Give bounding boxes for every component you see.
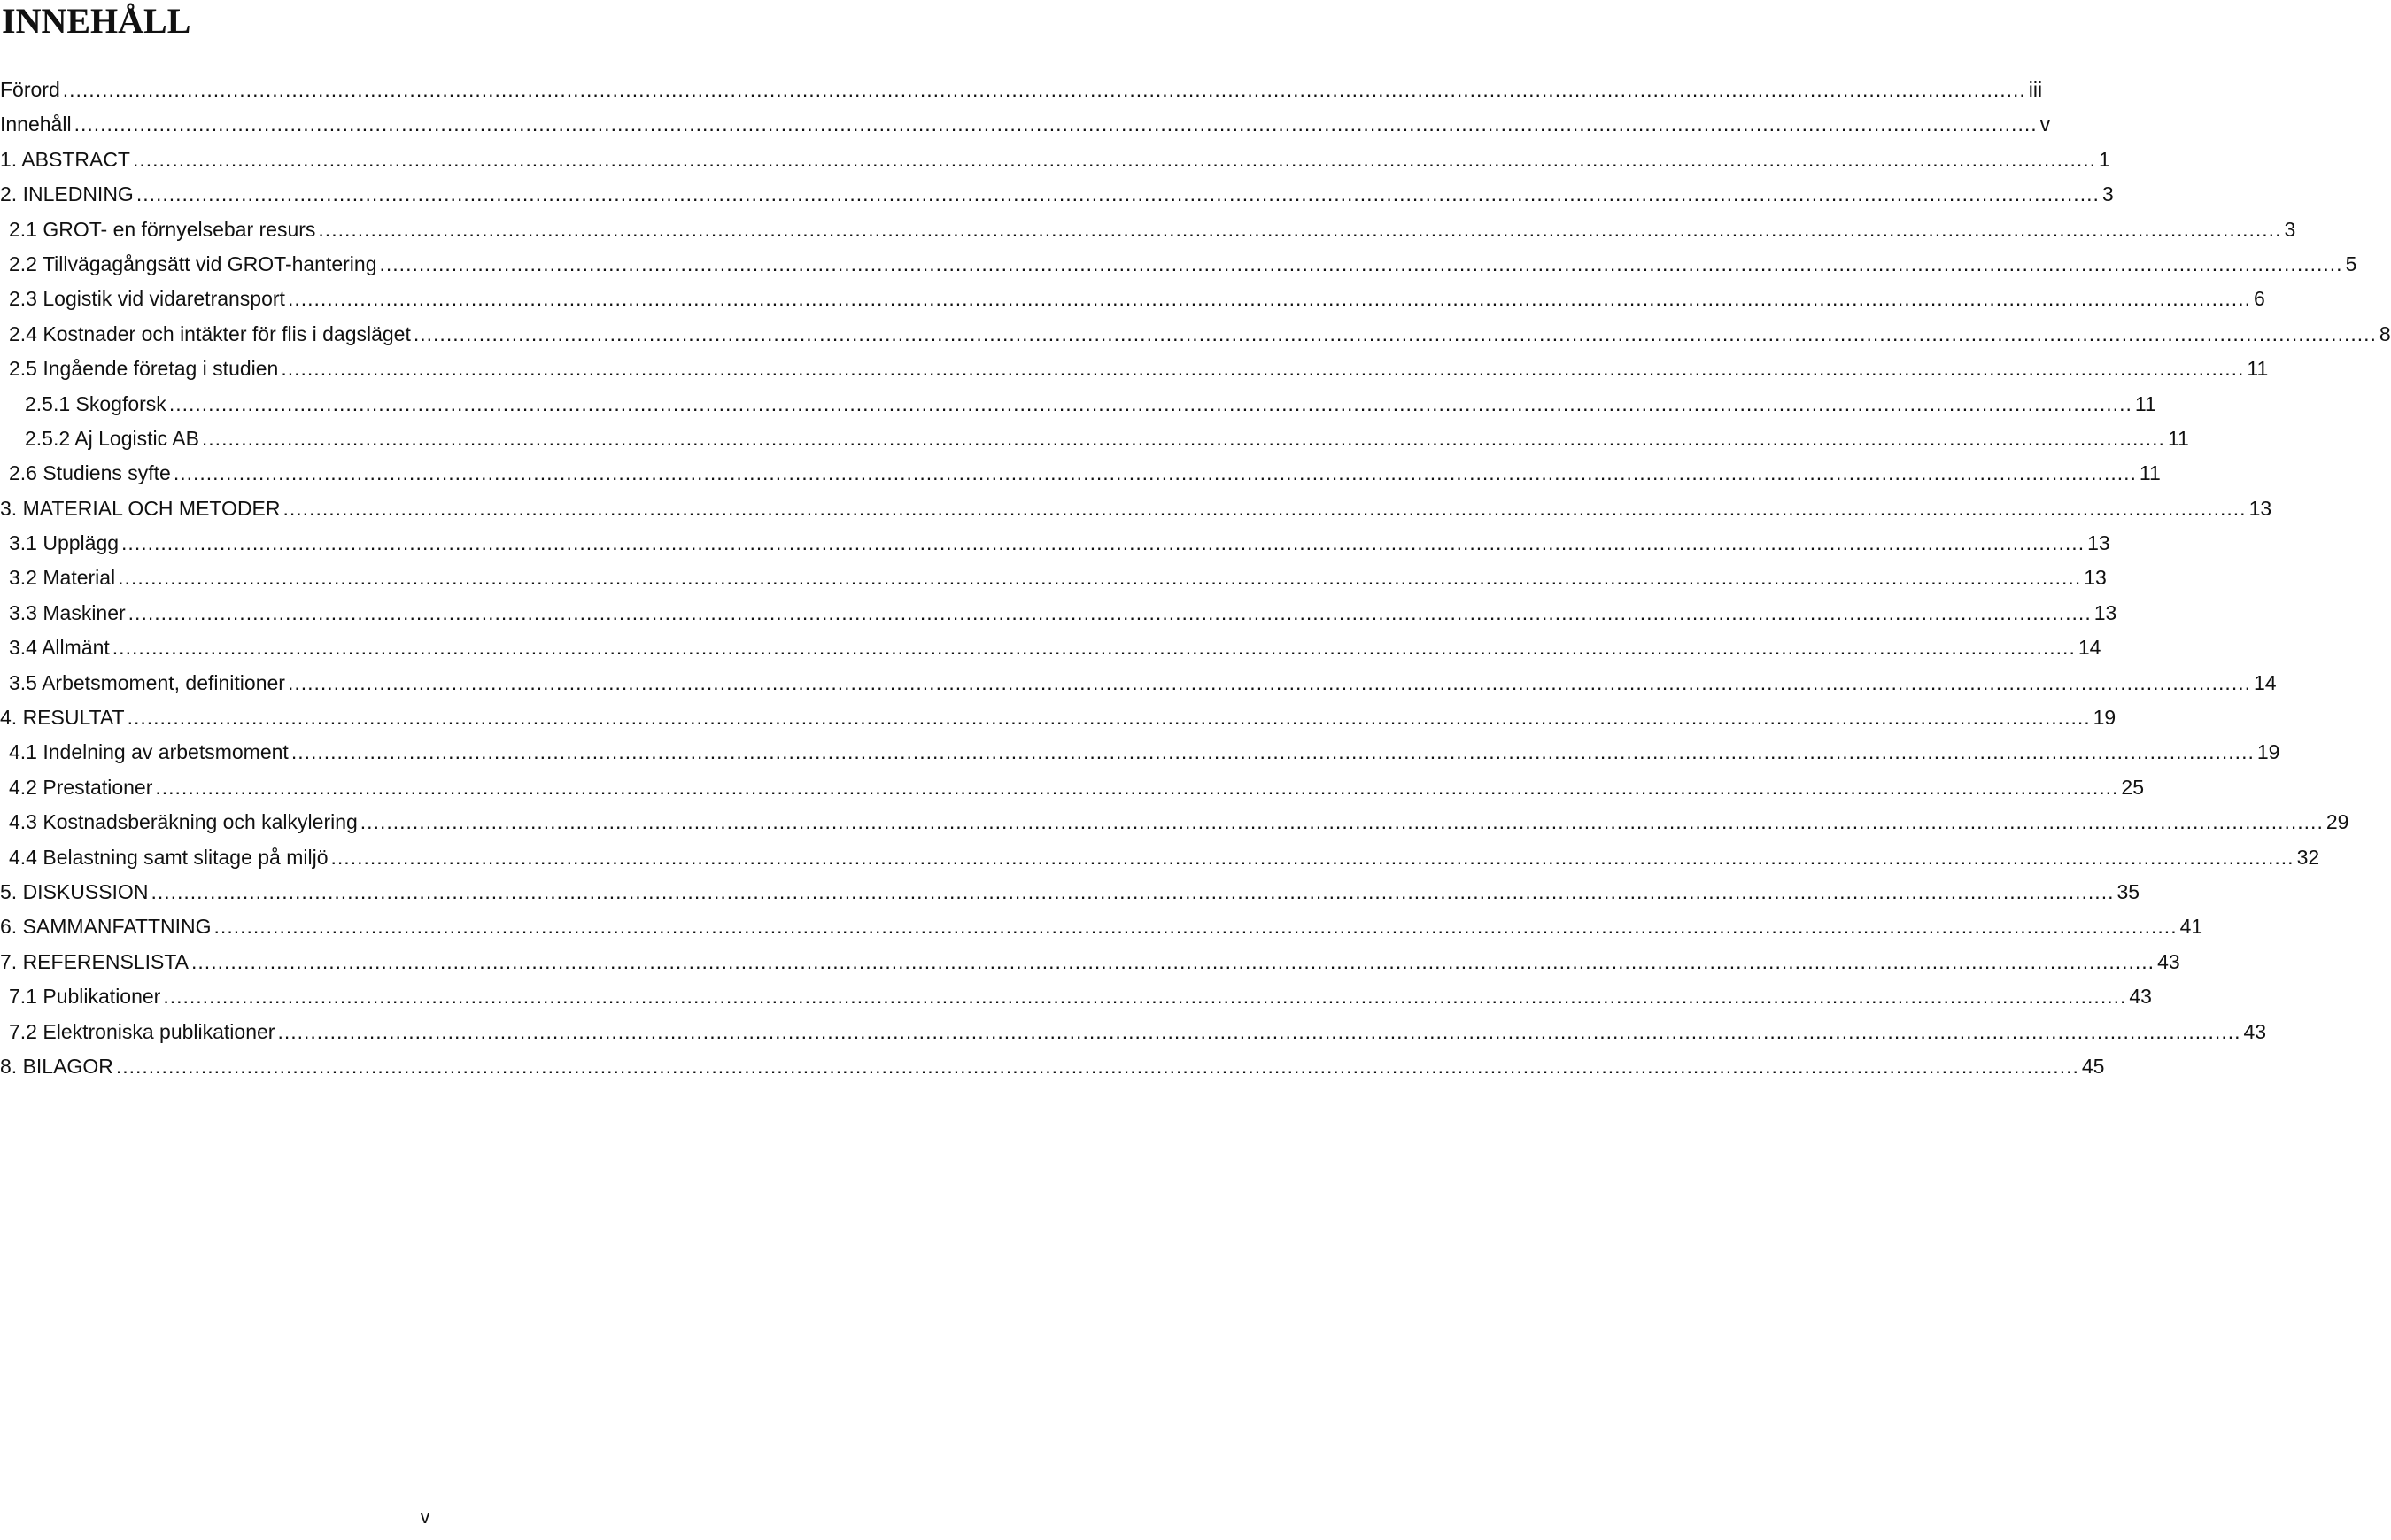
- toc-dot-leader: ............................................................................................................................................................................................................................................................................................................: [173, 461, 2137, 485]
- toc-entry-page: 3: [2101, 182, 2114, 206]
- toc-dot-leader: ............................................................................................................................................................................................................................................................................................................: [151, 879, 2115, 903]
- toc-entry-label: 6. SAMMANFATTNING: [0, 915, 212, 939]
- toc-entry-page: 13: [2084, 566, 2107, 590]
- toc-entry-label: 2.1 GROT- en förnyelsebar resurs: [9, 217, 316, 241]
- toc-entry-label: 7. REFERENSLISTA: [0, 949, 190, 973]
- toc-entry-page: 32: [2296, 845, 2320, 869]
- toc-entry-page: 19: [2256, 740, 2280, 764]
- toc-entry[interactable]: [0, 182, 2114, 217]
- toc-entry[interactable]: [0, 531, 2110, 566]
- toc-entry-label: 2.6 Studiens syfte: [9, 461, 171, 485]
- toc-entry[interactable]: [0, 985, 2152, 1019]
- toc-entry[interactable]: [0, 600, 2117, 636]
- toc-entry-page: 13: [2093, 600, 2117, 624]
- toc-entry-page: 11: [2167, 426, 2189, 450]
- toc-dot-leader: ............................................................................................................................................................................................................................................................................................................: [127, 706, 2091, 730]
- toc-dot-leader: ............................................................................................................................................................................................................................................................................................................: [318, 217, 2282, 241]
- toc-entry-label: 3.1 Upplägg: [9, 531, 120, 555]
- toc-dot-leader: ............................................................................................................................................................................................................................................................................................................: [132, 147, 2097, 171]
- toc-entry-page: 8: [2379, 321, 2391, 345]
- toc-entry-page: 29: [2325, 810, 2349, 834]
- toc-entry-page: 43: [2243, 1019, 2267, 1043]
- toc-entry[interactable]: [0, 252, 2357, 287]
- toc-entry[interactable]: [0, 287, 2265, 321]
- toc-entry-label: 4. RESULTAT: [0, 706, 125, 730]
- toc-dot-leader: ............................................................................................................................................................................................................................................................................................................: [330, 845, 2294, 869]
- toc-entry-page: 1: [2099, 147, 2110, 171]
- toc-dot-leader: ............................................................................................................................................................................................................................................................................................................: [74, 112, 2038, 136]
- toc-dot-leader: ............................................................................................................................................................................................................................................................................................................: [163, 985, 2127, 1009]
- toc-entry-label: 4.2 Prestationer: [9, 775, 153, 799]
- toc-entry-page: 11: [2139, 461, 2161, 485]
- toc-dot-leader: ............................................................................................................................................................................................................................................................................................................: [112, 636, 2076, 660]
- toc-entry[interactable]: [0, 566, 2107, 600]
- toc-dot-leader: ............................................................................................................................................................................................................................................................................................................: [118, 566, 2082, 590]
- toc-entry-page: 19: [2093, 706, 2116, 730]
- toc-entry-label: 2.5.1 Skogforsk: [25, 391, 166, 415]
- toc-entry-page: 13: [2087, 531, 2110, 555]
- page-number: v: [420, 1505, 430, 1528]
- toc-entry[interactable]: [0, 78, 2043, 112]
- toc-entry-label: 2.3 Logistik vid vidaretransport: [9, 287, 285, 311]
- toc-entry-page: 5: [2345, 252, 2357, 275]
- toc-entry[interactable]: [0, 949, 2180, 985]
- toc-entry[interactable]: [0, 147, 2110, 182]
- toc-entry[interactable]: [0, 706, 2116, 740]
- toc-entry-label: 7.2 Elektroniska publikationer: [9, 1019, 275, 1043]
- toc-dot-leader: ............................................................................................................................................................................................................................................................................................................: [213, 915, 2178, 939]
- toc-entry-label: 2.4 Kostnader och intäkter för flis i dagsläget: [9, 321, 411, 345]
- toc-entry-page: 6: [2253, 287, 2265, 311]
- toc-entry-page: 45: [2081, 1054, 2105, 1078]
- toc-entry-label: 2.5 Ingående företag i studien: [9, 357, 279, 381]
- toc-entry[interactable]: [0, 112, 2051, 147]
- toc-dot-leader: ............................................................................................................................................................................................................................................................................................................: [155, 775, 2119, 799]
- toc-entry[interactable]: [0, 636, 2101, 670]
- toc-entry-label: 3.4 Allmänt: [9, 636, 110, 660]
- toc-entry-page: 35: [2116, 879, 2140, 903]
- toc-dot-leader: ............................................................................................................................................................................................................................................................................................................: [135, 182, 2100, 206]
- toc-entry-label: 2. INLEDNING: [0, 182, 134, 206]
- toc-entry[interactable]: [0, 810, 2349, 845]
- toc-entry-label: 7.1 Publikationer: [9, 985, 161, 1009]
- toc-entry-label: 4.3 Kostnadsberäkning och kalkylering: [9, 810, 358, 834]
- toc-entry-page: 14: [2254, 670, 2277, 694]
- toc-entry[interactable]: [0, 357, 2269, 391]
- toc-entry-page: 11: [2247, 357, 2269, 381]
- toc-dot-leader: ............................................................................................................................................................................................................................................................................................................: [290, 740, 2255, 764]
- toc-entry[interactable]: [0, 775, 2145, 810]
- toc-dot-leader: ............................................................................................................................................................................................................................................................................................................: [121, 531, 2085, 555]
- toc-entry-label: 3.2 Material: [9, 566, 116, 590]
- toc-entry-label: 3.3 Maskiner: [9, 600, 126, 624]
- toc-dot-leader: ............................................................................................................................................................................................................................................................................................................: [281, 357, 2245, 381]
- toc-entry[interactable]: [0, 461, 2161, 496]
- toc-entry-page: v: [2039, 112, 2051, 136]
- toc-entry-page: 3: [2284, 217, 2296, 241]
- toc-entry-label: 1. ABSTRACT: [0, 147, 130, 171]
- toc-dot-leader: ............................................................................................................................................................................................................................................................................................................: [201, 426, 2165, 450]
- toc-dot-leader: ............................................................................................................................................................................................................................................................................................................: [282, 496, 2247, 520]
- toc-entry-label: 4.4 Belastning samt slitage på miljö: [9, 845, 329, 869]
- toc-entry-label: 3. MATERIAL OCH METODER: [0, 496, 281, 520]
- toc-entry-page: 25: [2121, 775, 2145, 799]
- toc-entry[interactable]: [0, 915, 2203, 949]
- toc-dot-leader: ............................................................................................................................................................................................................................................................................................................: [360, 810, 2324, 834]
- toc-entry-label: 4.1 Indelning av arbetsmoment: [9, 740, 289, 764]
- toc-dot-leader: ............................................................................................................................................................................................................................................................................................................: [128, 600, 2092, 624]
- toc-entry[interactable]: [0, 1054, 2105, 1089]
- toc-entry[interactable]: [0, 496, 2272, 531]
- toc-entry-page: 43: [2157, 949, 2180, 973]
- toc-dot-leader: ............................................................................................................................................................................................................................................................................................................: [379, 252, 2343, 275]
- toc-dot-leader: ............................................................................................................................................................................................................................................................................................................: [115, 1054, 2079, 1078]
- toc-entry-page: 43: [2129, 985, 2152, 1009]
- toc-entry[interactable]: [0, 670, 2277, 706]
- toc-entry-page: 11: [2134, 391, 2156, 415]
- toc-entry-label: 2.2 Tillvägagångsätt vid GROT-hantering: [9, 252, 377, 275]
- toc-dot-leader: ............................................................................................................................................................................................................................................................................................................: [413, 321, 2377, 345]
- toc-entry-page: 13: [2248, 496, 2272, 520]
- toc-entry-page: 41: [2179, 915, 2203, 939]
- toc-dot-leader: ............................................................................................................................................................................................................................................................................................................: [191, 949, 2155, 973]
- toc-entry[interactable]: [0, 740, 2280, 775]
- toc-entry[interactable]: [0, 879, 2140, 915]
- toc-entry[interactable]: [0, 845, 2320, 880]
- toc-dot-leader: ............................................................................................................................................................................................................................................................................................................: [287, 670, 2251, 694]
- toc-entry-label: 2.5.2 Aj Logistic AB: [25, 426, 199, 450]
- toc-entry-label: 8. BILAGOR: [0, 1054, 113, 1078]
- toc-entry-page: 14: [2078, 636, 2101, 660]
- toc-entry[interactable]: [0, 426, 2189, 461]
- toc-entry-label: Förord: [0, 78, 60, 101]
- toc-dot-leader: ............................................................................................................................................................................................................................................................................................................: [287, 287, 2251, 311]
- toc-entry[interactable]: [0, 321, 2391, 357]
- toc-entry-label: 5. DISKUSSION: [0, 879, 149, 903]
- toc-entry[interactable]: [0, 391, 2156, 427]
- toc-entry-label: 3.5 Arbetsmoment, definitioner: [9, 670, 285, 694]
- table-of-contents: [0, 78, 2391, 1089]
- toc-entry[interactable]: [0, 217, 2296, 252]
- toc-dot-leader: ............................................................................................................................................................................................................................................................................................................: [62, 78, 2026, 101]
- toc-entry[interactable]: [0, 1019, 2267, 1055]
- toc-entry-label: Innehåll: [0, 112, 72, 136]
- page-title: INNEHÅLL: [2, 1, 191, 41]
- toc-entry-page: iii: [2028, 78, 2043, 101]
- toc-dot-leader: ............................................................................................................................................................................................................................................................................................................: [277, 1019, 2241, 1043]
- toc-dot-leader: ............................................................................................................................................................................................................................................................................................................: [168, 391, 2132, 415]
